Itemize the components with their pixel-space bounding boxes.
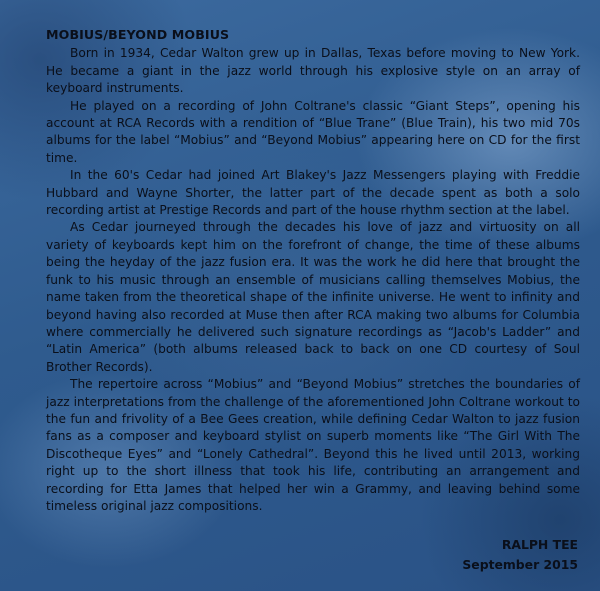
author-signature: RALPH TEE [501, 537, 578, 552]
page-title: MOBIUS/BEYOND MOBIUS [46, 27, 230, 42]
signature-date: September 2015 [462, 557, 578, 572]
paragraph-2: He played on a recording of John Coltrane's classic “Giant Steps”, opening his account at RCA Records with a rendition of “Blue Trane” (Blue Train), his two mid 70s albums for the label “Mobius” and “Beyond Mobius” appearing here on CD for the first time. [46, 98, 580, 165]
liner-notes-body [46, 26, 580, 515]
paragraph-3: In the 60's Cedar had joined Art Blakey's Jazz Messengers playing with Freddie Hubbard and Wayne Shorter, the latter part of the decade spent as both a solo recording artist at Prestige Records and part of the house rhythm section at the label. [46, 168, 580, 218]
paragraph-5: The repertoire across “Mobius” and “Beyond Mobius” stretches the boundaries of jazz interpretations from the challenge of the aforementioned John Coltrane workout to the fun and frivolity of a Bee Gees creation, while defining Cedar Walton to jazz fusion fans as a composer and keyboard stylist on superb moments like “The Girl With The Discotheque Eyes” and “Lonely Cathedral”. Beyond this he lived until 2013, working right up to the short illness that took his life, contributing an arrangement and recording for Etta James that helped her win a Grammy, and leaving behind some timeless original jazz compositions. [46, 377, 580, 513]
paragraph-4: As Cedar journeyed through the decades his love of jazz and virtuosity on all variety of keyboards kept him on the forefront of change, the time of these albums being the heyday of the jazz fusion era. It was the work he did here that brought the funk to his music through an ensemble of musicians calling themselves Mobius, the name taken from the theoretical shape of the infinite universe. He went to infinity and beyond having also recorded at Muse then after RCA making two albums for Columbia where commercially he delivered such signature recordings as “Jacob's Ladder” and “Latin America” (both albums released back to back on one CD courtesy of Soul Brother Records). [46, 220, 580, 374]
paragraph-1: Born in 1934, Cedar Walton grew up in Dallas, Texas before moving to New York. He became a giant in the jazz world through his explosive style on an array of keyboard instruments. [46, 46, 580, 96]
